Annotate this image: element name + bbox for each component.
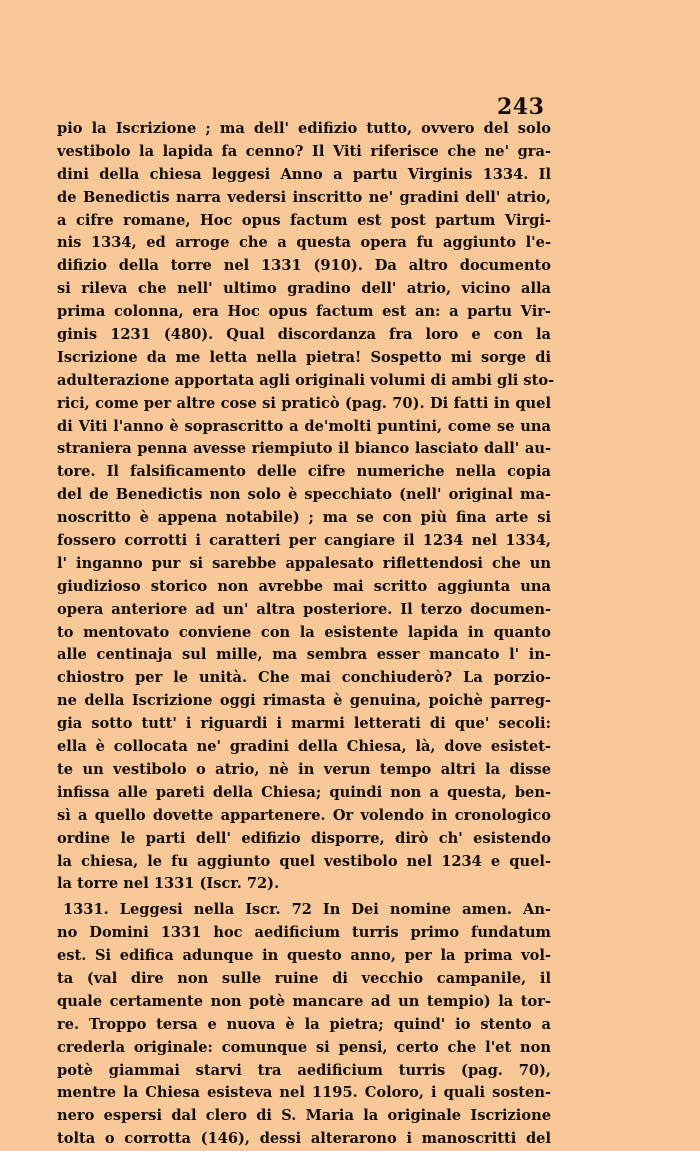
text-line: chiostro per le unità. Che mai conchiuderò? La porzio- — [57, 669, 551, 687]
text-line: potè giammai starvi tra aedificium turris (pag. 70), — [57, 1061, 551, 1079]
text-line: 1331. Leggesi nella Iscr. 72 In Dei nomine amen. An- — [63, 901, 551, 919]
text-line: l' inganno pur si sarebbe appalesato riflettendosi che un — [57, 554, 551, 572]
text-line: rici, come per altre cose si praticò (pag. 70). Di fatti in quel — [57, 394, 551, 412]
text-line: tolta o corrotta (146), dessi alterarono i manoscritti del — [57, 1130, 551, 1148]
text-line: gia sotto tutt' i riguardi i marmi letterati di que' secoli: — [57, 715, 551, 733]
text-line: nero espersi dal clero di S. Maria la originale Iscrizione — [57, 1107, 551, 1125]
text-line: re. Troppo tersa e nuova è la pietra; quind' io stento a — [57, 1015, 551, 1033]
text-line: del de Benedictis non solo è specchiato (nell' original ma- — [57, 486, 551, 504]
text-line: ella è collocata ne' gradini della Chiesa, là, dove esistet- — [57, 738, 551, 756]
text-line: la torre nel 1331 (Iscr. 72). — [57, 875, 280, 893]
text-line: adulterazione apportata agli originali volumi di ambi gli sto- — [57, 371, 555, 389]
text-line: si rileva che nell' ultimo gradino dell' atrio, vicino alla — [57, 280, 551, 298]
text-line: mentre la Chiesa esisteva nel 1195. Coloro, i quali sosten- — [57, 1084, 551, 1102]
text-line: straniera penna avesse riempiuto il bianco lasciato dall' au- — [57, 440, 551, 458]
text-line: crederla originale: comunque si pensi, certo che l'et non — [57, 1038, 551, 1056]
text-line: difizio della torre nel 1331 (910). Da altro documento — [57, 257, 551, 275]
text-line: nis 1334, ed arroge che a questa opera fu aggiunto l'e- — [57, 234, 551, 252]
text-line: ta (val dire non sulle ruine di vecchio campanile, il — [57, 969, 551, 987]
text-line: no Domini 1331 hoc aedificium turris primo fundatum — [57, 924, 551, 942]
text-line: quale certamente non potè mancare ad un tempio) la tor- — [57, 992, 551, 1010]
text-line: dini della chiesa leggesi Anno a partu Virginis 1334. Il — [57, 165, 551, 183]
text-line: te un vestibolo o atrio, nè in verun tempo altri la disse — [57, 760, 551, 778]
text-line: noscritto è appena notabile) ; ma se con più fina arte si — [57, 509, 551, 527]
text-line: la chiesa, le fu aggiunto quel vestibolo nel 1234 e quel- — [57, 852, 551, 870]
text-line: fossero corrotti i caratteri per cangiare il 1234 nel 1334, — [57, 532, 551, 550]
text-line: de Benedictis narra vedersi inscritto ne' gradini dell' atrio, — [57, 188, 551, 206]
text-line: infissa alle pareti della Chiesa; quindi non a questa, ben- — [57, 783, 551, 801]
text-line: di Viti l'anno è soprascritto a de'molti puntini, come se una — [57, 417, 551, 435]
text-line: pio la Iscrizione ; ma dell' edifizio tutto, ovvero del solo — [57, 120, 551, 137]
text-line: vestibolo la lapida fa cenno? Il Viti riferisce che ne' gra- — [57, 142, 551, 160]
text-line: to mentovato conviene con la esistente lapida in quanto — [57, 623, 551, 641]
text-line: ne della Iscrizione oggi rimasta è genuina, poichè parreg- — [57, 692, 551, 710]
text-line: ginis 1231 (480). Qual discordanza fra loro e con la — [57, 326, 551, 344]
text-line: opera anteriore ad un' altra posteriore. Il terzo documen- — [57, 600, 551, 618]
text-line: sì a quello dovette appartenere. Or volendo in cronologico — [57, 806, 551, 824]
text-line: Iscrizione da me letta nella pietra! Sospetto mi sorge di — [57, 348, 551, 366]
text-line: alle centinaja sul mille, ma sembra esser mancato l' in- — [57, 646, 551, 664]
text-line: ordine le parti dell' edifizio disporre, dirò ch' esistendo — [57, 829, 551, 847]
body-text — [57, 118, 555, 1151]
text-line: est. Si edifica adunque in questo anno, per la prima vol- — [57, 947, 551, 965]
text-line: giudizioso storico non avrebbe mai scritto aggiunta una — [57, 577, 551, 595]
text-line: a cifre romane, Hoc opus factum est post partum Virgi- — [57, 211, 551, 229]
text-line: prima colonna, era Hoc opus factum est an: a partu Vir- — [57, 303, 551, 321]
text-line: tore. Il falsificamento delle cifre numeriche nella copia — [57, 463, 551, 481]
page-number: 243 — [497, 94, 545, 120]
